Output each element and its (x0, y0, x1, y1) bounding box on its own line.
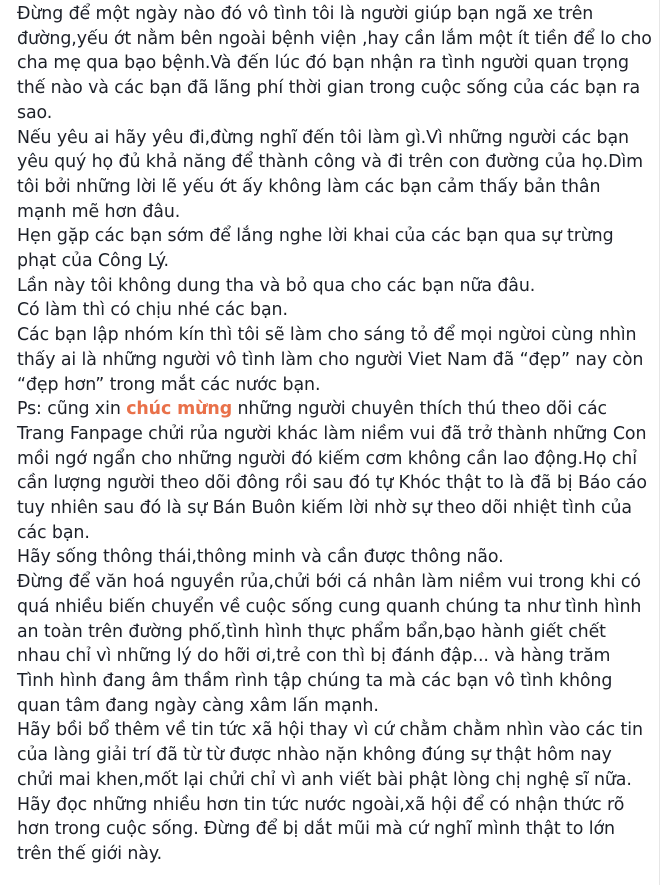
post-paragraph-3: Hẹn gặp các bạn sớm để lắng nghe lời khai của các bạn qua sự trừng phạt của Công Lý. (17, 226, 614, 272)
post-closing-1: Hãy sống thông thái,thông minh và cần được thông não. (17, 547, 504, 568)
post-closing-3: Hãy bồi bổ thêm về tin tức xã hội thay vì cứ chằm chằm nhìn vào các tin của làng giải trí đã từ từ được nhào nặn không đúng sự thật hôm nay chửi mai khen,mốt lại chửi chỉ vì anh viết bài phật lòng chị nghệ sĩ nữa. (17, 720, 643, 790)
post-paragraph-6: Các bạn lập nhóm kín thì tôi sẽ làm cho sáng tỏ để mọi ngừoi cùng nhìn thấy ai là những người vô tình làm cho người Viet Nam đã “đẹp” nay còn “đẹp hơn” trong mắt các nước bạn. (17, 325, 644, 395)
post-paragraph-2: Nếu yêu ai hãy yêu đi,đừng nghĩ đến tôi làm gì.Vì những người các bạn yêu quý họ đủ khả năng để thành công và đi trên con đường của họ.Dìm tôi bởi những lời lẽ yếu ớt ấy không làm các bạn cảm thấy bản thân mạnh mẽ hơn đâu. (17, 127, 643, 222)
post-ps-paragraph (17, 397, 652, 545)
ps-text-after: những người chuyên thích thú theo dõi các Trang Fanpage chửi rủa người khác làm niềm vui đã trở thành những Con mồi ngớ ngẩn cho những người đó kiếm cơm không cần lao động.Họ chỉ cần lượng người theo dõi đông rồi sau đó tự Khóc thật to là đã bị Báo cáo tuy nhiên sau đó là sự Bán Buôn kiếm lời nhờ sự theo dõi nhiệt tình của các bạn. (17, 399, 647, 543)
ps-highlight-link[interactable]: chúc mừng (126, 399, 233, 420)
ps-text-before: Ps: cũng xin (17, 399, 127, 420)
post-closing-4: Hãy đọc những nhiều hơn tin tức nước ngoài,xã hội để có nhận thức rõ hơn trong cuộc sống. Đừng để bị dắt mũi mà cứ nghĩ mình thật to lớn trên thế giới này. (17, 794, 625, 864)
post-paragraph-1: Đừng để một ngày nào đó vô tình tôi là người giúp bạn ngã xe trên đường,yếu ớt nằm bên ngoài bệnh viện ,hay cần lắm một ít tiền để lo cho cha mẹ qua bạo bệnh.Và đến lúc đó bạn nhận ra tình người quan trọng thế nào và các bạn đã lãng phí thời gian trong cuộc sống của các bạn ra sao. (17, 4, 652, 123)
post-closing-2: Đừng để văn hoá nguyền rủa,chửi bới cá nhân làm niềm vui trong khi có quá nhiều biến chuyển về cuộc sống cung quanh chúng ta như tình hình an toàn trên đường phố,tình hình thực phẩm bẩn,bạo hành giết chết nhau chỉ vì những lý do hỡi ơi,trẻ con thì bị đánh đập... và hàng trăm Tình hình đang âm thầm rình tập chúng ta mà các bạn vô tình không quan tâm đang ngày càng xâm lấn mạnh. (17, 572, 642, 716)
post-paragraph-5: Có làm thì có chịu nhé các bạn. (17, 300, 288, 321)
post-paragraph-4: Lần này tôi không dung tha và bỏ qua cho các bạn nữa đâu. (17, 275, 536, 296)
